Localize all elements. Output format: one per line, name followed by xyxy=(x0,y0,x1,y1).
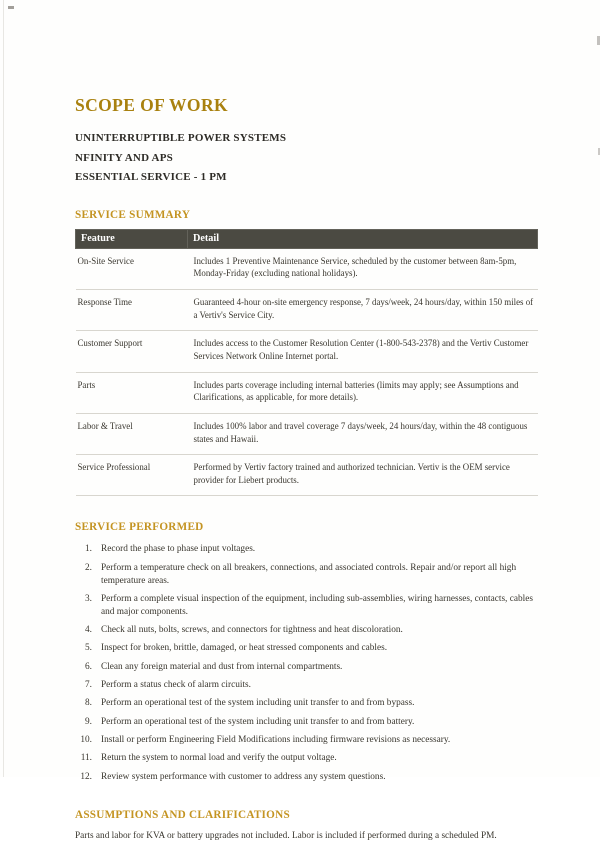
assumptions-heading: ASSUMPTIONS AND CLARIFICATIONS xyxy=(75,808,290,821)
feature-cell: Response Time xyxy=(77,297,132,308)
table-row xyxy=(76,372,538,413)
detail-cell: Includes 1 Preventive Maintenance Service, scheduled by the customer between 8am-5pm, Monday-Friday (excluding national holidays). xyxy=(193,255,517,279)
list-item-number: 8. xyxy=(85,698,92,709)
list-item xyxy=(75,734,538,747)
service-summary-table xyxy=(75,229,538,497)
table-row xyxy=(76,290,538,331)
list-item xyxy=(75,642,538,655)
list-item-text: Install or perform Engineering Field Modifications including firmware revisions as necessary. xyxy=(101,735,451,746)
list-item xyxy=(75,624,538,637)
list-item xyxy=(75,679,538,692)
list-item xyxy=(75,562,538,588)
table-header-row xyxy=(76,229,538,248)
list-item-number: 9. xyxy=(85,716,92,727)
list-item-text: Perform a status check of alarm circuits. xyxy=(101,680,251,691)
subtitle-line-1: UNINTERRUPTIBLE POWER SYSTEMS xyxy=(75,132,287,144)
list-item-number: 6. xyxy=(85,661,92,672)
table-row xyxy=(76,455,538,496)
list-item-number: 3. xyxy=(85,593,92,604)
list-item-text: Perform an operational test of the system including unit transfer to and from battery. xyxy=(101,716,415,727)
list-item-number: 5. xyxy=(85,643,92,654)
list-item xyxy=(75,716,538,729)
service-performed-heading: SERVICE PERFORMED xyxy=(75,521,204,534)
list-item xyxy=(75,593,538,619)
feature-cell: Customer Support xyxy=(77,338,143,349)
list-item-text: Perform a temperature check on all breakers, connections, and associated controls. Repair and/or report all high temperature areas. xyxy=(101,562,517,586)
list-item-number: 7. xyxy=(85,680,92,691)
service-performed-section xyxy=(75,521,538,783)
assumptions-section xyxy=(75,809,538,843)
list-item-number: 4. xyxy=(85,625,92,636)
subtitle-line-3: ESSENTIAL SERVICE - 1 PM xyxy=(75,171,227,184)
service-summary-section xyxy=(75,209,538,497)
page-title: SCOPE OF WORK xyxy=(75,95,228,115)
service-performed-list xyxy=(75,543,538,783)
list-item-text: Review system performance with customer to address any system questions. xyxy=(101,771,386,782)
list-item-text: Clean any foreign material and dust from internal compartments. xyxy=(101,661,343,672)
list-item-text: Inspect for broken, brittle, damaged, or heat stressed components and cables. xyxy=(101,643,388,654)
detail-cell: Includes parts coverage including internal batteries (limits may apply; see Assumptions and Clarifications, as applicable, for more details). xyxy=(193,379,519,403)
list-item-text: Perform an operational test of the system including unit transfer to and from bypass. xyxy=(101,698,415,709)
detail-cell: Includes 100% labor and travel coverage 7 days/week, 24 hours/day, within the 48 contiguous states and Hawaii. xyxy=(193,420,528,444)
table-row xyxy=(76,248,538,289)
scan-artifact xyxy=(8,6,14,9)
assumptions-text: Parts and labor for KVA or battery upgrades not included. Labor is included if performed during a scheduled PM. xyxy=(75,830,497,841)
list-item-text: Check all nuts, bolts, screws, and connectors for tightness and heat discoloration. xyxy=(101,625,403,636)
list-item-text: Record the phase to phase input voltages. xyxy=(101,544,256,555)
feature-cell: Parts xyxy=(77,379,96,390)
detail-cell: Includes access to the Customer Resolution Center (1-800-543-2378) and the Vertiv Customer Services Network Online Internet portal. xyxy=(193,338,529,361)
subtitle-line-2: NFINITY AND APS xyxy=(75,151,173,164)
service-summary-heading: SERVICE SUMMARY xyxy=(75,208,191,221)
list-item xyxy=(75,697,538,710)
list-item xyxy=(75,661,538,674)
list-item-number: 1. xyxy=(85,544,92,555)
detail-cell: Guaranteed 4-hour on-site emergency response, 7 days/week, 24 hours/day, within 150 miles of a Vertiv's Service City. xyxy=(193,297,534,320)
service-summary-body xyxy=(76,248,538,496)
table-row xyxy=(76,331,538,372)
list-item-number: 2. xyxy=(85,562,92,573)
column-header-detail: Detail xyxy=(188,229,538,248)
list-item-text: Return the system to normal load and verify the output voltage. xyxy=(101,753,337,764)
scan-artifact xyxy=(3,0,4,777)
list-item-number: 10. xyxy=(80,735,92,746)
list-item-number: 11. xyxy=(80,753,92,764)
list-item-number: 12. xyxy=(80,771,92,782)
feature-cell: Labor & Travel xyxy=(77,420,133,431)
column-header-feature: Feature xyxy=(76,229,188,248)
feature-cell: Service Professional xyxy=(77,462,151,473)
list-item xyxy=(75,543,538,556)
detail-cell: Performed by Vertiv factory trained and authorized technician. Vertiv is the OEM service provider for Liebert products. xyxy=(193,462,510,485)
list-item xyxy=(75,752,538,765)
list-item xyxy=(75,771,538,784)
document-header xyxy=(75,95,538,188)
list-item-text: Perform a complete visual inspection of the equipment, including sub-assemblies, wiring harnesses, contacts, cables and major components. xyxy=(101,593,533,617)
table-row xyxy=(76,413,538,454)
feature-cell: On-Site Service xyxy=(77,255,134,266)
